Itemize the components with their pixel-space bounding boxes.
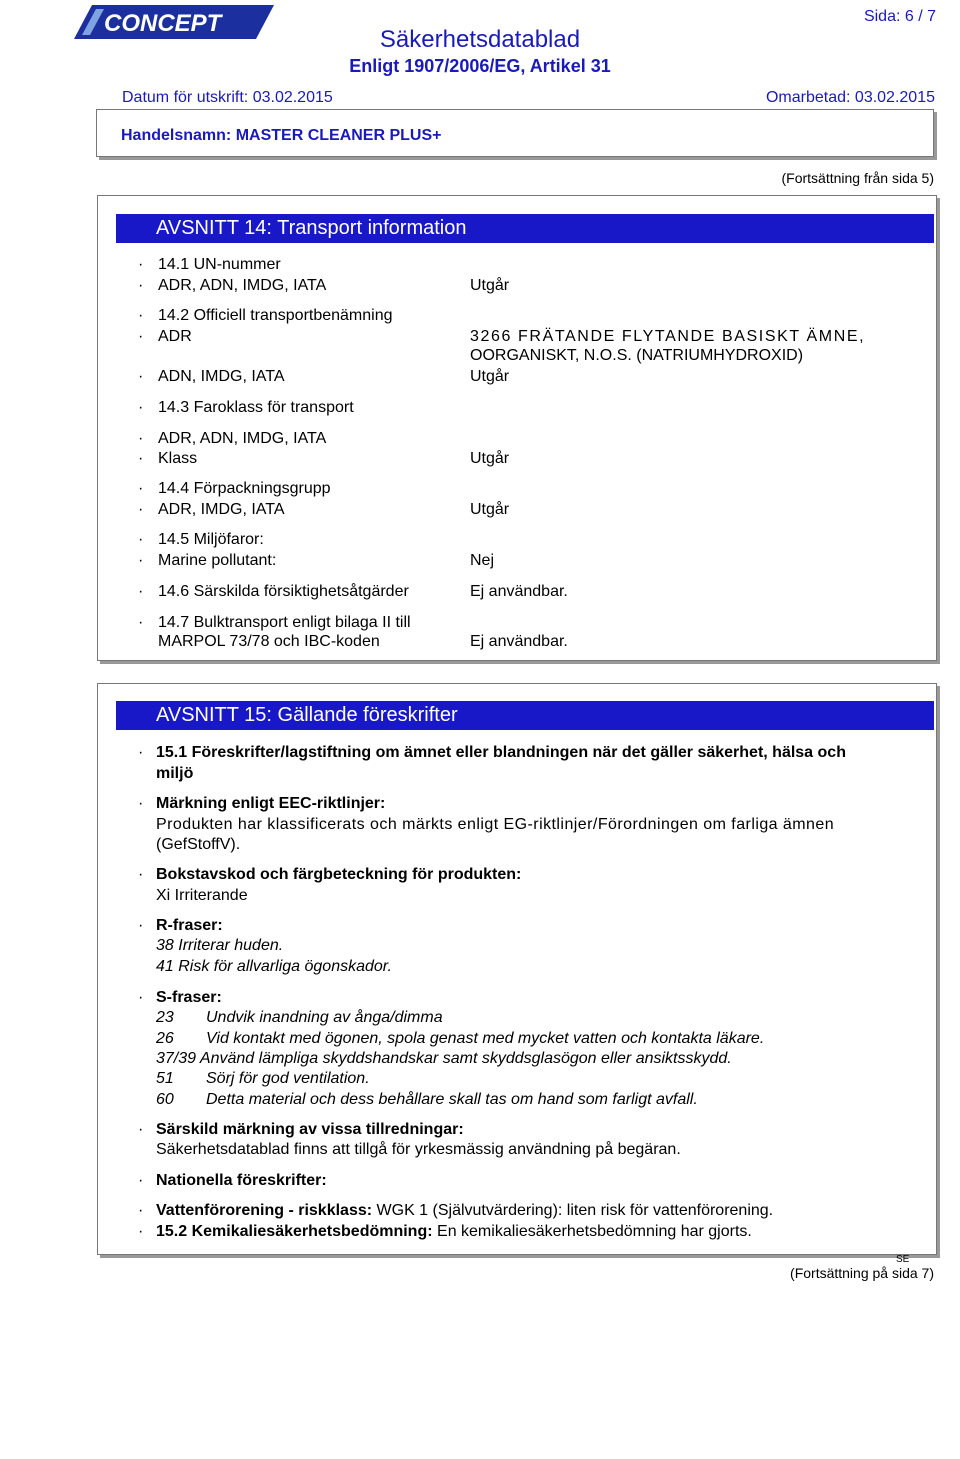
special-marking-value: Säkerhetsdatablad finns att tillgå för yrkesmässig användning på begäran. [156, 1141, 681, 1158]
bullet-icon: · [138, 328, 144, 345]
pack-value: Utgår [470, 501, 510, 518]
special-value: Ej användbar. [470, 583, 568, 600]
bulk-label-line1: 14.7 Bulktransport enligt bilaga II till [158, 614, 411, 631]
bullet-icon: · [138, 430, 144, 447]
special-marking-label: Särskild märkning av vissa tillredningar: [156, 1121, 464, 1138]
s-item-text: Undvik inandning av ånga/dimma [206, 1009, 443, 1026]
bulk-value: Ej användbar. [470, 633, 568, 650]
reg-heading-line1: 15.1 Föreskrifter/lagstiftning om ämnet eller blandningen när det gäller säkerhet, hälsa och [156, 744, 846, 761]
bullet-icon: · [138, 256, 144, 273]
water-label: Vattenförorening - riskklass: [156, 1202, 373, 1219]
eec-label: Märkning enligt EEC-riktlinjer: [156, 795, 386, 812]
bullet-icon: · [138, 277, 144, 294]
bullet-icon: · [138, 614, 144, 631]
marine-value: Nej [470, 552, 495, 569]
bullet-icon: · [138, 1223, 144, 1240]
pack-label: ADR, IMDG, IATA [158, 501, 285, 518]
adr-label: ADR [158, 328, 192, 345]
bullet-icon: · [138, 480, 144, 497]
class-heading: 14.3 Faroklass för transport [158, 399, 354, 416]
s-item-text: Använd lämpliga skyddshandskar samt skyddsglasögon eller ansiktsskydd. [199, 1050, 732, 1067]
adr-value-line1: 3266 FRÄTANDE FLYTANDE BASISKT ÄMNE, [470, 328, 866, 345]
bullet-icon: · [138, 1202, 144, 1219]
section-15 [97, 683, 937, 1255]
bulk-label-line2: MARPOL 73/78 och IBC-koden [158, 633, 380, 650]
r-label: R-fraser: [156, 917, 223, 934]
country-code: SE [896, 1254, 910, 1265]
un-heading: 14.1 UN-nummer [158, 256, 281, 273]
r-item: 38 Irriterar huden. [156, 937, 284, 954]
un-label: ADR, ADN, IMDG, IATA [158, 277, 327, 294]
bullet-icon: · [138, 368, 144, 385]
code-value: Xi Irriterande [156, 887, 248, 904]
page-number: Sida: 6 / 7 [863, 8, 936, 25]
water-value: WGK 1 (Självutvärdering): liten risk för vattenförorening. [376, 1202, 774, 1219]
s-item-code: 37/39 [156, 1050, 197, 1067]
s-item-code: 23 [156, 1009, 174, 1026]
chem-row [156, 1223, 752, 1241]
adn-value: Utgår [470, 368, 510, 385]
logo-text: CONCEPT [104, 10, 222, 37]
s-label: S-fraser: [156, 989, 222, 1006]
continued-on: (Fortsättning på sida 7) [790, 1265, 934, 1281]
klass-label: Klass [158, 450, 198, 467]
s-item [156, 1070, 370, 1088]
chem-value: En kemikaliesäkerhetsbedömning har gjorts. [437, 1223, 752, 1240]
bullet-icon: · [138, 989, 144, 1006]
eec-text-line2: (GefStoffV). [156, 836, 241, 853]
s-item-code: 51 [156, 1070, 174, 1087]
s-item [156, 1091, 698, 1109]
class-sub: ADR, ADN, IMDG, IATA [158, 430, 327, 447]
section-14-title: AVSNITT 14: Transport information [116, 214, 934, 243]
bullet-icon: · [138, 531, 144, 548]
special-label: 14.6 Särskilda försiktighetsåtgärder [158, 583, 409, 600]
bullet-icon: · [138, 1172, 144, 1189]
bullet-icon: · [138, 552, 144, 569]
bullet-icon: · [138, 917, 144, 934]
name-heading: 14.2 Officiell transportbenämning [158, 307, 393, 324]
bullet-icon: · [138, 744, 144, 761]
s-item-text: Vid kontakt med ögonen, spola genast med mycket vatten och kontakta läkare. [206, 1030, 765, 1047]
eec-text-line1: Produkten har klassificerats och märkts enligt EG-riktlinjer/Förordningen om farliga ämnen [156, 816, 835, 833]
bullet-icon: · [138, 866, 144, 883]
reg-heading-line2: miljö [156, 765, 194, 782]
section-15-title: AVSNITT 15: Gällande föreskrifter [116, 701, 934, 730]
s-item-code: 60 [156, 1091, 174, 1108]
pack-heading: 14.4 Förpackningsgrupp [158, 480, 331, 497]
s-item-text: Sörj för god ventilation. [206, 1070, 370, 1087]
s-item-code: 26 [156, 1030, 174, 1047]
revision-date: Omarbetad: 03.02.2015 [765, 89, 935, 106]
s-item-text: Detta material och dess behållare skall tas om hand som farligt avfall. [206, 1091, 698, 1108]
code-label: Bokstavskod och färgbeteckning för produkten: [156, 866, 522, 883]
continued-from: (Fortsättning från sida 5) [781, 170, 934, 186]
national-label: Nationella föreskrifter: [156, 1172, 327, 1189]
r-item: 41 Risk för allvarliga ögonskador. [156, 958, 392, 975]
un-value: Utgår [470, 277, 510, 294]
document-subtitle: Enligt 1907/2006/EG, Artikel 31 [349, 56, 611, 76]
s-item [156, 1009, 443, 1027]
klass-value: Utgår [470, 450, 510, 467]
bullet-icon: · [138, 399, 144, 416]
marine-label: Marine pollutant: [158, 552, 277, 569]
chem-label: 15.2 Kemikaliesäkerhetsbedömning: [156, 1223, 433, 1240]
bullet-icon: · [138, 307, 144, 324]
trade-name-box [96, 109, 934, 157]
bullet-icon: · [138, 795, 144, 812]
document-title: Säkerhetsdatablad [379, 26, 581, 53]
adr-value-line2: OORGANISKT, N.O.S. (NATRIUMHYDROXID) [470, 347, 804, 364]
s-item [156, 1050, 732, 1068]
section-14 [97, 195, 937, 661]
water-row [156, 1202, 773, 1220]
s-item [156, 1030, 764, 1048]
trade-name: Handelsnamn: MASTER CLEANER PLUS+ [121, 127, 442, 144]
bullet-icon: · [138, 583, 144, 600]
bullet-icon: · [138, 501, 144, 518]
env-heading: 14.5 Miljöfaror: [158, 531, 264, 548]
adn-label: ADN, IMDG, IATA [158, 368, 285, 385]
bullet-icon: · [138, 450, 144, 467]
bullet-icon: · [138, 1121, 144, 1138]
print-date: Datum för utskrift: 03.02.2015 [122, 89, 333, 106]
